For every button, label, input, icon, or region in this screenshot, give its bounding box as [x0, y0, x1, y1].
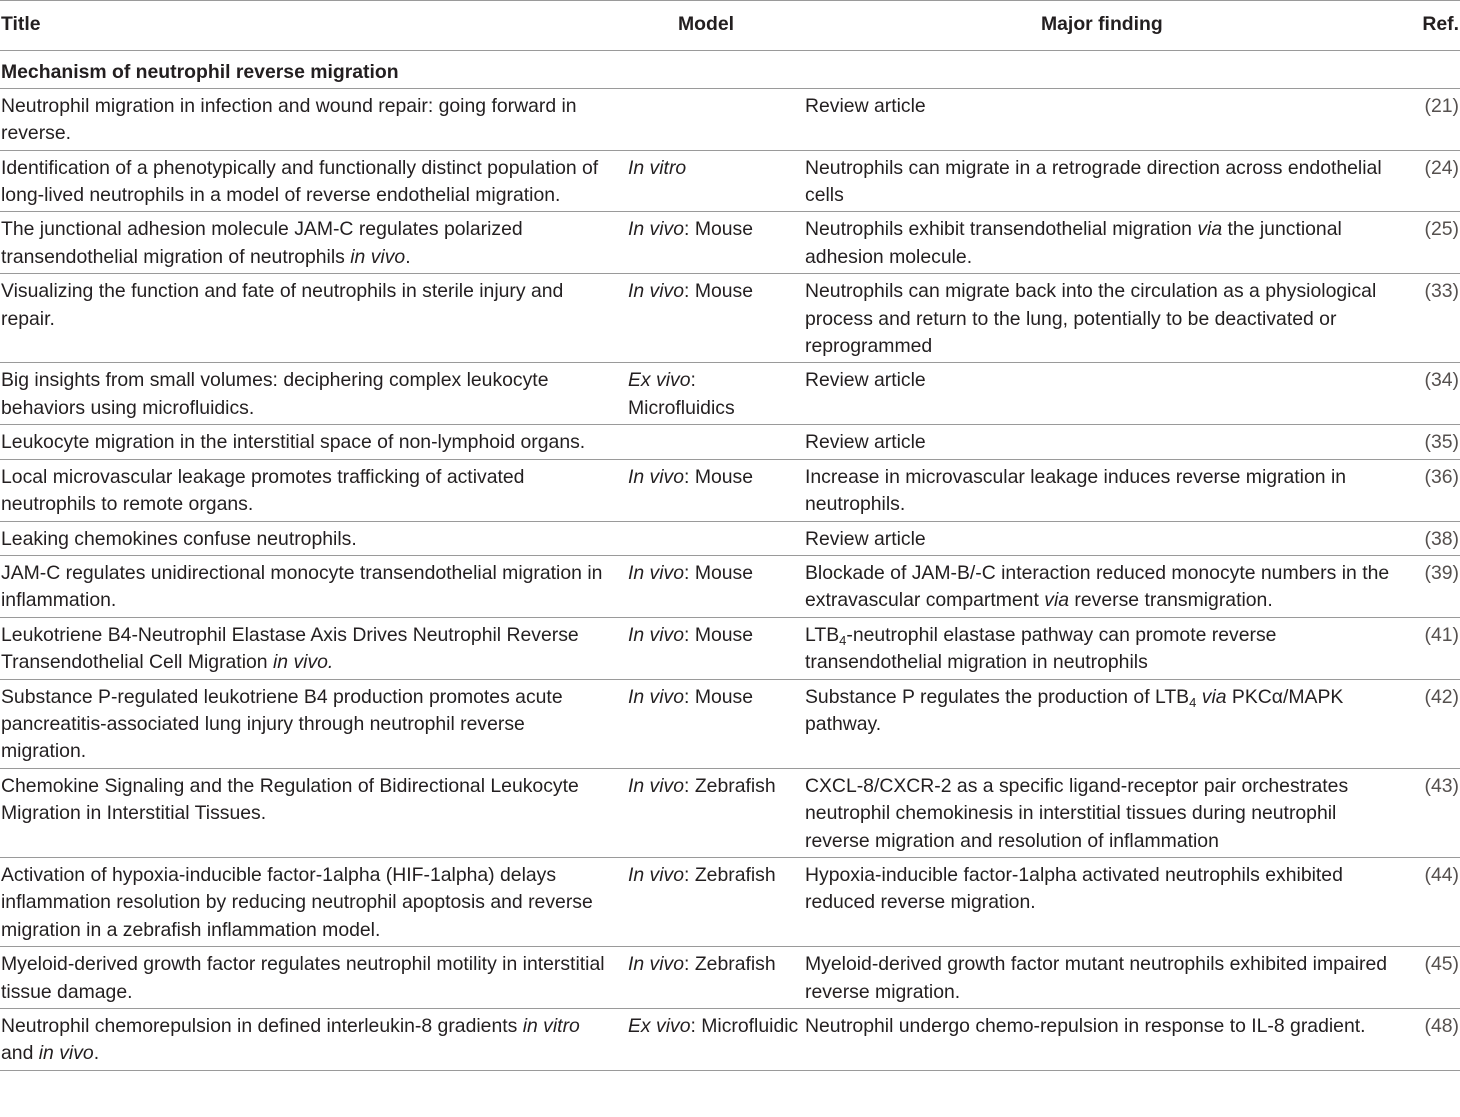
- table-row: [0, 679, 1460, 768]
- model-text-segment: In vivo: [628, 561, 685, 584]
- model-text-segment: In vivo: [628, 280, 685, 303]
- cell-model: [627, 363, 805, 425]
- cell-model: [627, 212, 805, 274]
- finding-text-segment: -neutrophil elastase pathway can promote reverse transendothelial migration in neutrophils: [805, 623, 1277, 674]
- cell-finding: [805, 363, 1410, 425]
- cell-ref: (35): [1410, 425, 1460, 459]
- column-header-title: Title: [0, 1, 627, 51]
- cell-title: [0, 363, 627, 425]
- table-row: [0, 150, 1460, 212]
- column-header-finding: Major finding: [805, 1, 1410, 51]
- cell-model: [627, 947, 805, 1009]
- model-text-segment: : Mouse: [684, 623, 754, 646]
- model-text-segment: In vivo: [628, 465, 685, 488]
- finding-text-segment: LTB: [805, 623, 840, 646]
- finding-text-segment: Review article: [805, 369, 926, 392]
- model-text-segment: In vivo: [628, 218, 685, 241]
- cell-model: [627, 1009, 805, 1071]
- model-text-segment: Ex vivo: [628, 369, 691, 392]
- title-text-segment: Myeloid-derived growth factor regulates neutrophil motility in interstitial tissue damage.: [1, 953, 605, 1003]
- cell-title: [0, 555, 627, 617]
- model-text-segment: In vivo: [628, 685, 685, 708]
- cell-finding: [805, 857, 1410, 946]
- cell-title: [0, 88, 627, 150]
- cell-ref: (48): [1410, 1009, 1460, 1071]
- finding-text-segment: Review article: [805, 94, 926, 117]
- section-row: [0, 51, 1460, 88]
- title-text-segment: .: [405, 245, 411, 268]
- table-row: [0, 88, 1460, 150]
- cell-title: [0, 947, 627, 1009]
- model-text-segment: : Mouse: [684, 465, 754, 488]
- cell-finding: [805, 768, 1410, 857]
- title-text-segment: Substance P-regulated leukotriene B4 production promotes acute pancreatitis-associated lung injury through neutrophil reverse migration.: [1, 685, 563, 763]
- table-row: [0, 521, 1460, 555]
- cell-ref: (42): [1410, 679, 1460, 768]
- table-row: [0, 363, 1460, 425]
- finding-text-segment: Neutrophils can migrate in a retrograde direction across endothelial cells: [805, 156, 1382, 207]
- cell-finding: [805, 617, 1410, 679]
- cell-title: [0, 150, 627, 212]
- cell-title: [0, 459, 627, 521]
- finding-text-segment: Review article: [805, 431, 926, 454]
- model-text-segment: In vitro: [628, 156, 687, 179]
- cell-title: [0, 521, 627, 555]
- table-row: [0, 425, 1460, 459]
- title-text-segment: Chemokine Signaling and the Regulation of Bidirectional Leukocyte Migration in Interstitial Tissues.: [1, 774, 579, 825]
- table-row: [0, 947, 1460, 1009]
- cell-ref: (38): [1410, 521, 1460, 555]
- cell-title: [0, 857, 627, 946]
- column-header-ref: Ref.: [1410, 1, 1460, 51]
- cell-finding: [805, 459, 1410, 521]
- cell-model: [627, 425, 805, 459]
- cell-ref: (43): [1410, 768, 1460, 857]
- title-text-segment: Big insights from small volumes: deciphering complex leukocyte behaviors using microfluidics.: [1, 369, 549, 419]
- finding-text-segment: the junctional adhesion molecule.: [805, 218, 1342, 268]
- finding-text-segment: Hypoxia-inducible factor-1alpha activated neutrophils exhibited reduced reverse migration.: [805, 863, 1343, 914]
- cell-title: [0, 425, 627, 459]
- finding-text-segment: via: [1197, 218, 1223, 241]
- cell-ref: (34): [1410, 363, 1460, 425]
- cell-finding: [805, 88, 1410, 150]
- cell-finding: [805, 679, 1410, 768]
- model-text-segment: : Mouse: [684, 280, 754, 303]
- table-row: [0, 1009, 1460, 1071]
- cell-model: [627, 459, 805, 521]
- cell-model: [627, 857, 805, 946]
- title-text-segment: Neutrophil chemorepulsion in defined interleukin-8 gradients: [1, 1015, 523, 1037]
- model-text-segment: In vivo: [628, 774, 685, 797]
- model-text-segment: : Mouse: [684, 561, 754, 584]
- finding-text-segment: CXCL-8/CXCR-2 as a specific ligand-receptor pair orchestrates neutrophil chemokinesis in interstitial tissues during neutrophil reverse migration and resolution of inflammation: [805, 774, 1349, 852]
- cell-model: [627, 521, 805, 555]
- table-row: [0, 617, 1460, 679]
- finding-text-segment: Increase in microvascular leakage induces reverse migration in neutrophils.: [805, 465, 1347, 516]
- cell-finding: [805, 555, 1410, 617]
- table-row: [0, 857, 1460, 946]
- title-text-segment: .: [93, 1042, 100, 1065]
- finding-text-segment: PKCα/MAPK pathway.: [805, 685, 1344, 735]
- table-row: [0, 555, 1460, 617]
- cell-title: [0, 768, 627, 857]
- cell-title: [0, 1009, 627, 1071]
- cell-title: [0, 212, 627, 274]
- title-text-segment: Local microvascular leakage promotes trafficking of activated neutrophils to remote organs.: [1, 465, 525, 516]
- finding-text-segment: Myeloid-derived growth factor mutant neutrophils exhibited impaired reverse migration.: [805, 953, 1388, 1003]
- model-text-segment: : Mouse: [684, 218, 754, 241]
- title-text-segment: and: [1, 1042, 39, 1065]
- cell-finding: [805, 947, 1410, 1009]
- model-text-segment: : Microfluidics: [628, 369, 735, 419]
- cell-model: [627, 88, 805, 150]
- cell-model: [627, 768, 805, 857]
- title-text-segment: in vitro: [522, 1015, 580, 1037]
- cell-model: [627, 617, 805, 679]
- cell-model: [627, 274, 805, 363]
- finding-text-segment: reverse transmigration.: [1069, 589, 1273, 612]
- cell-ref: (21): [1410, 88, 1460, 150]
- cell-finding: [805, 274, 1410, 363]
- cell-model: [627, 679, 805, 768]
- cell-finding: [805, 425, 1410, 459]
- cell-finding: [805, 150, 1410, 212]
- title-text-segment: Neutrophil migration in infection and wound repair: going forward in reverse.: [1, 94, 577, 145]
- section-heading: Mechanism of neutrophil reverse migration: [0, 51, 1460, 88]
- model-text-segment: In vivo: [628, 953, 685, 976]
- cell-ref: (41): [1410, 617, 1460, 679]
- table-row: [0, 459, 1460, 521]
- header-row: [0, 1, 1460, 51]
- finding-text-segment: Neutrophil undergo chemo-repulsion in response to IL-8 gradient.: [805, 1015, 1366, 1037]
- model-text-segment: In vivo: [628, 623, 685, 646]
- cell-model: [627, 150, 805, 212]
- title-text-segment: JAM-C regulates unidirectional monocyte transendothelial migration in inflammation.: [1, 561, 603, 612]
- table-row: [0, 274, 1460, 363]
- title-text-segment: in vivo.: [272, 651, 334, 674]
- cell-ref: (39): [1410, 555, 1460, 617]
- finding-text-segment: Blockade of JAM-B/-C interaction reduced monocyte numbers in the extravascular compartment: [805, 561, 1390, 612]
- table-row: [0, 212, 1460, 274]
- cell-finding: [805, 521, 1410, 555]
- title-text-segment: Leukocyte migration in the interstitial space of non-lymphoid organs.: [1, 431, 586, 454]
- cell-ref: (25): [1410, 212, 1460, 274]
- finding-text-segment: 4: [839, 632, 847, 648]
- model-text-segment: : Zebrafish: [684, 863, 776, 886]
- finding-text-segment: via: [1201, 685, 1227, 708]
- finding-text-segment: Review article: [805, 527, 926, 550]
- column-header-model: Model: [627, 1, 805, 51]
- model-text-segment: Ex vivo: [628, 1015, 691, 1037]
- model-text-segment: : Microfluidic: [690, 1015, 799, 1037]
- model-text-segment: In vivo: [628, 863, 685, 886]
- title-text-segment: Identification of a phenotypically and functionally distinct population of long-lived neutrophils in a model of reverse endothelial migration.: [1, 156, 599, 207]
- finding-text-segment: Substance P regulates the production of LTB: [805, 685, 1190, 708]
- cell-ref: (36): [1410, 459, 1460, 521]
- finding-text-segment: 4: [1189, 694, 1197, 710]
- cell-ref: (44): [1410, 857, 1460, 946]
- cell-ref: (33): [1410, 274, 1460, 363]
- cell-title: [0, 617, 627, 679]
- title-text-segment: in vivo: [38, 1042, 94, 1065]
- finding-text-segment: Neutrophils can migrate back into the circulation as a physiological process and return to the lung, potentially to be deactivated or reprogrammed: [805, 280, 1377, 358]
- cell-title: [0, 274, 627, 363]
- title-text-segment: in vivo: [350, 245, 406, 268]
- title-text-segment: Leaking chemokines confuse neutrophils.: [1, 527, 357, 550]
- title-text-segment: The junctional adhesion molecule JAM-C regulates polarized transendothelial migration of neutrophils: [1, 218, 523, 268]
- table-body: [0, 51, 1460, 1070]
- cell-ref: (24): [1410, 150, 1460, 212]
- cell-model: [627, 555, 805, 617]
- finding-text-segment: Neutrophils exhibit transendothelial migration: [805, 218, 1198, 241]
- title-text-segment: Visualizing the function and fate of neutrophils in sterile injury and repair.: [1, 280, 564, 330]
- model-text-segment: : Zebrafish: [684, 774, 776, 797]
- cell-finding: [805, 212, 1410, 274]
- finding-text-segment: via: [1044, 589, 1070, 612]
- cell-ref: (45): [1410, 947, 1460, 1009]
- title-text-segment: Leukotriene B4-Neutrophil Elastase Axis Drives Neutrophil Reverse Transendothelial Cell Migration: [1, 623, 579, 674]
- model-text-segment: : Zebrafish: [684, 953, 776, 976]
- model-text-segment: : Mouse: [684, 685, 754, 708]
- cell-title: [0, 679, 627, 768]
- table-row: [0, 768, 1460, 857]
- title-text-segment: Activation of hypoxia-inducible factor-1alpha (HIF-1alpha) delays inflammation resolution by reducing neutrophil apoptosis and reverse migration in a zebrafish inflammation model.: [1, 863, 593, 941]
- cell-finding: [805, 1009, 1410, 1071]
